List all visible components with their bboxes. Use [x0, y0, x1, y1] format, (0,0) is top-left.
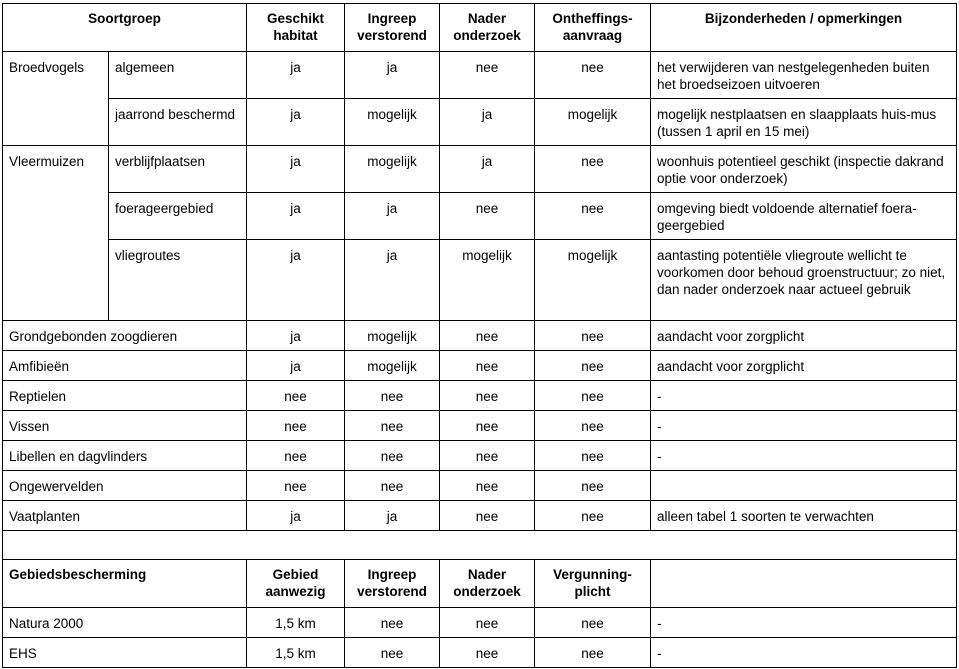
- header-ingreep-verstorend: Ingreep verstorend: [345, 560, 440, 608]
- nader-cell: nee: [440, 321, 535, 351]
- nader-cell: nee: [440, 52, 535, 99]
- table-row: [3, 193, 957, 240]
- nader-cell: nee: [440, 608, 535, 638]
- ingreep-cell: nee: [345, 608, 440, 638]
- table-header-row: [3, 4, 957, 52]
- nader-cell: nee: [440, 441, 535, 471]
- nader-cell: nee: [440, 501, 535, 531]
- table-row: [3, 501, 957, 531]
- opmerking-cell: aandacht voor zorgplicht: [651, 321, 957, 351]
- ontheffing-cell: nee: [535, 351, 651, 381]
- group-cell: Ongewervelden: [3, 471, 247, 501]
- opmerking-cell: omgeving biedt voldoende alternatief foera-geergebied: [651, 193, 957, 240]
- ingreep-cell: nee: [345, 381, 440, 411]
- header-bijzonderheden: Bijzonderheden / opmerkingen: [651, 4, 957, 52]
- header-nader-onderzoek: Nader onderzoek: [440, 560, 535, 608]
- group-cell: Vissen: [3, 411, 247, 441]
- opmerking-cell: -: [651, 608, 957, 638]
- nader-cell: nee: [440, 471, 535, 501]
- opmerking-cell: alleen tabel 1 soorten te verwachten: [651, 501, 957, 531]
- table-row: [3, 638, 957, 668]
- ingreep-cell: mogelijk: [345, 321, 440, 351]
- nader-cell: ja: [440, 146, 535, 193]
- subgroup-cell: jaarrond beschermd: [109, 99, 247, 146]
- ontheffing-cell: nee: [535, 441, 651, 471]
- ontheffing-cell: nee: [535, 52, 651, 99]
- header-ontheffingsaanvraag: Ontheffings-aanvraag: [535, 4, 651, 52]
- geschikt-cell: ja: [247, 501, 345, 531]
- group-cell: Amfibieën: [3, 351, 247, 381]
- subgroup-cell: vliegroutes: [109, 240, 247, 321]
- gebied-cell: EHS: [3, 638, 247, 668]
- geschikt-cell: ja: [247, 321, 345, 351]
- opmerking-cell: woonhuis potentieel geschikt (inspectie dakrand optie voor onderzoek): [651, 146, 957, 193]
- spacer-row: [3, 531, 957, 560]
- group-cell: Vaatplanten: [3, 501, 247, 531]
- nader-cell: nee: [440, 193, 535, 240]
- geschikt-cell: nee: [247, 471, 345, 501]
- geschikt-cell: nee: [247, 381, 345, 411]
- ingreep-cell: nee: [345, 471, 440, 501]
- group-cell: Grondgebonden zoogdieren: [3, 321, 247, 351]
- geschikt-cell: ja: [247, 99, 345, 146]
- nader-cell: nee: [440, 351, 535, 381]
- table-row: [3, 146, 957, 193]
- table-row: [3, 411, 957, 441]
- opmerking-cell: -: [651, 638, 957, 668]
- opmerking-cell: -: [651, 441, 957, 471]
- table-row: [3, 52, 957, 99]
- vergunning-cell: nee: [535, 638, 651, 668]
- header-vergunningplicht: Vergunning-plicht: [535, 560, 651, 608]
- geschikt-cell: nee: [247, 441, 345, 471]
- header-geschikt-habitat: Geschikt habitat: [247, 4, 345, 52]
- nader-cell: ja: [440, 99, 535, 146]
- subgroup-cell: algemeen: [109, 52, 247, 99]
- geschikt-cell: ja: [247, 52, 345, 99]
- group-cell: Broedvogels: [3, 52, 109, 146]
- nader-cell: nee: [440, 638, 535, 668]
- ontheffing-cell: nee: [535, 501, 651, 531]
- ontheffing-cell: nee: [535, 146, 651, 193]
- geschikt-cell: ja: [247, 240, 345, 321]
- ontheffing-cell: mogelijk: [535, 240, 651, 321]
- ingreep-cell: nee: [345, 638, 440, 668]
- table-row: [3, 381, 957, 411]
- ingreep-cell: ja: [345, 52, 440, 99]
- opmerking-cell: aantasting potentiële vliegroute wellicht te voorkomen door behoud groenstructuur; zo niet, dan nader onderzoek naar actueel gebruik: [651, 240, 957, 321]
- ontheffing-cell: nee: [535, 471, 651, 501]
- ingreep-cell: mogelijk: [345, 146, 440, 193]
- ingreep-cell: ja: [345, 240, 440, 321]
- ontheffing-cell: nee: [535, 381, 651, 411]
- ingreep-cell: ja: [345, 193, 440, 240]
- table-row: [3, 99, 957, 146]
- gebied-cell: Natura 2000: [3, 608, 247, 638]
- ingreep-cell: nee: [345, 441, 440, 471]
- geschikt-cell: ja: [247, 146, 345, 193]
- table-row: [3, 471, 957, 501]
- table-row: [3, 608, 957, 638]
- header-nader-onderzoek: Nader onderzoek: [440, 4, 535, 52]
- ingreep-cell: mogelijk: [345, 351, 440, 381]
- geschikt-cell: nee: [247, 411, 345, 441]
- opmerking-cell: mogelijk nestplaatsen en slaapplaats huis-mus (tussen 1 april en 15 mei): [651, 99, 957, 146]
- ingreep-cell: mogelijk: [345, 99, 440, 146]
- nader-cell: nee: [440, 381, 535, 411]
- ontheffing-cell: nee: [535, 193, 651, 240]
- aanwezig-cell: 1,5 km: [247, 608, 345, 638]
- ontheffing-cell: nee: [535, 411, 651, 441]
- ingreep-cell: ja: [345, 501, 440, 531]
- header-gebied-aanwezig: Gebied aanwezig: [247, 560, 345, 608]
- header-ingreep-verstorend: Ingreep verstorend: [345, 4, 440, 52]
- spacer-cell: [3, 531, 957, 560]
- table-row: [3, 351, 957, 381]
- vergunning-cell: nee: [535, 608, 651, 638]
- header-soortgroep: Soortgroep: [3, 4, 247, 52]
- species-table: [2, 3, 957, 668]
- header-gebiedsbescherming: Gebiedsbescherming: [3, 560, 247, 608]
- subgroup-cell: verblijfplaatsen: [109, 146, 247, 193]
- opmerking-cell: -: [651, 411, 957, 441]
- ontheffing-cell: mogelijk: [535, 99, 651, 146]
- table-row: [3, 321, 957, 351]
- nader-cell: mogelijk: [440, 240, 535, 321]
- group-cell: Vleermuizen: [3, 146, 109, 321]
- opmerking-cell: het verwijderen van nestgelegenheden buiten het broedseizoen uitvoeren: [651, 52, 957, 99]
- nader-cell: nee: [440, 411, 535, 441]
- group-cell: Libellen en dagvlinders: [3, 441, 247, 471]
- ingreep-cell: nee: [345, 411, 440, 441]
- aanwezig-cell: 1,5 km: [247, 638, 345, 668]
- geschikt-cell: ja: [247, 351, 345, 381]
- group-cell: Reptielen: [3, 381, 247, 411]
- subgroup-cell: foerageergebied: [109, 193, 247, 240]
- table-row: [3, 240, 957, 321]
- opmerking-cell: -: [651, 381, 957, 411]
- table-row: [3, 441, 957, 471]
- opmerking-cell: aandacht voor zorgplicht: [651, 351, 957, 381]
- table-header-row: [3, 560, 957, 608]
- opmerking-cell: [651, 471, 957, 501]
- header-empty: [651, 560, 957, 608]
- geschikt-cell: ja: [247, 193, 345, 240]
- ontheffing-cell: nee: [535, 321, 651, 351]
